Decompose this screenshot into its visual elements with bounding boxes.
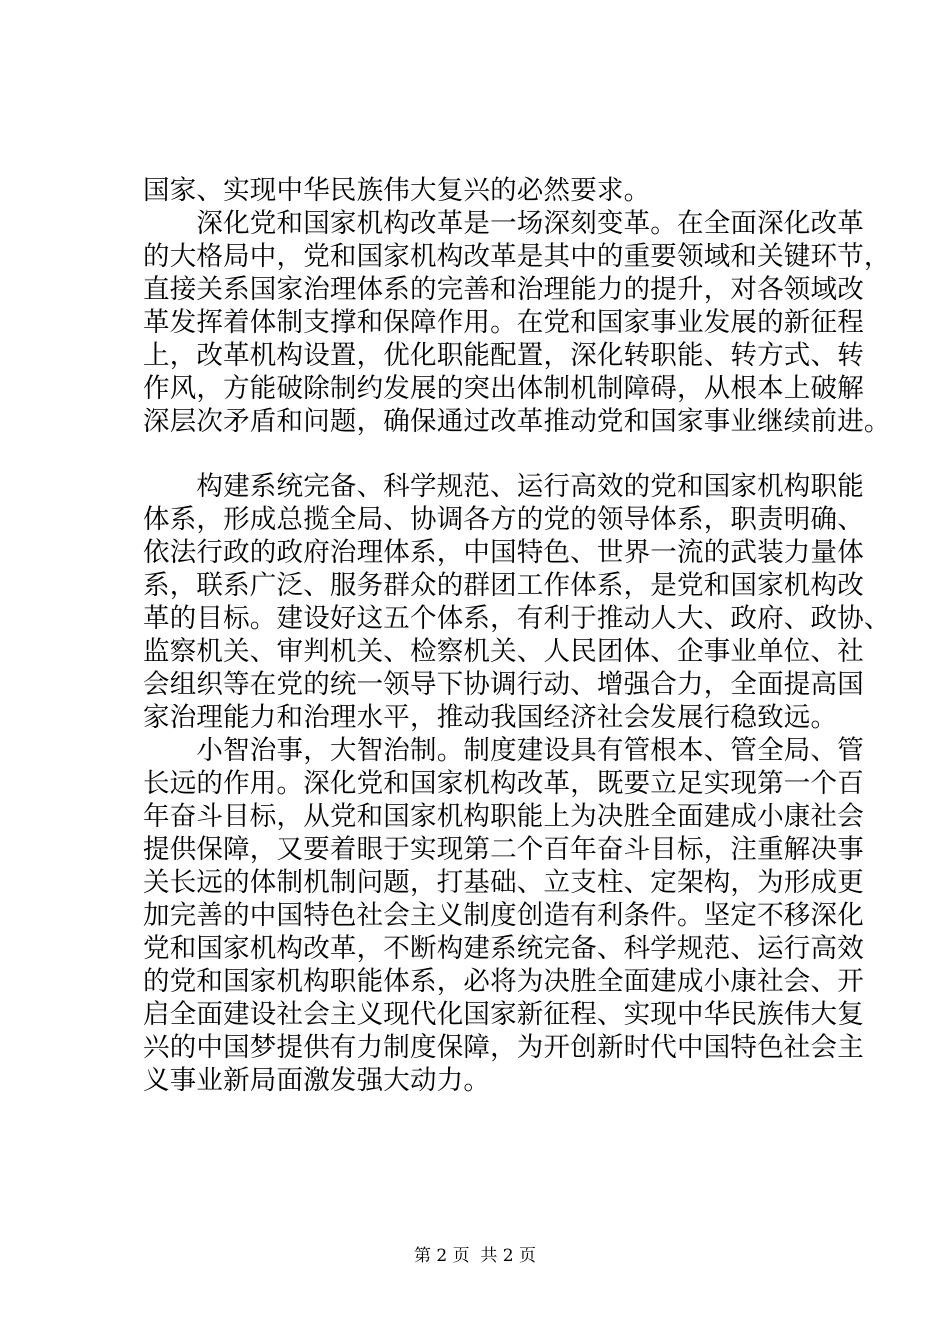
text-line: 系，联系广泛、服务群众的群团工作体系，是党和国家机构改 [143, 570, 864, 601]
text-line: 国家、实现中华民族伟大复兴的必然要求。 [143, 175, 651, 206]
text-line: 家治理能力和治理水平，推动我国经济社会发展行稳致远。 [143, 702, 838, 733]
text-line: 构建系统完备、科学规范、运行高效的党和国家机构职能 [143, 471, 864, 502]
document-body [143, 174, 891, 1097]
paragraph [143, 470, 891, 734]
text-line: 革的目标。建设好这五个体系，有利于推动人大、政府、政协、 [143, 603, 891, 634]
text-line: 提供保障，又要着眼于实现第二个百年奋斗目标，注重解决事 [143, 834, 864, 865]
text-line: 启全面建设社会主义现代化国家新征程、实现中华民族伟大复 [143, 999, 864, 1030]
page-total-label: 共 2 页 [480, 1246, 537, 1266]
text-line: 直接关系国家治理体系的完善和治理能力的提升，对各领域改 [143, 274, 864, 305]
text-line: 关长远的体制机制问题，打基础、立支柱、定架构，为形成更 [143, 867, 864, 898]
text-line: 上，改革机构设置，优化职能配置，深化转职能、转方式、转 [143, 340, 864, 371]
paragraph [143, 734, 864, 1097]
text-line: 的大格局中，党和国家机构改革是其中的重要领域和关键环节， [143, 241, 891, 272]
text-line: 党和国家机构改革，不断构建系统完备、科学规范、运行高效 [143, 933, 864, 964]
footer-spacer [470, 1246, 481, 1266]
paragraph [143, 207, 891, 438]
text-line: 依法行政的政府治理体系，中国特色、世界一流的武装力量体 [143, 537, 864, 568]
text-line: 会组织等在党的统一领导下协调行动、增强合力，全面提高国 [143, 669, 864, 700]
page-number-label: 第 2 页 [413, 1246, 470, 1266]
text-line: 小智治事，大智治制。制度建设具有管根本、管全局、管 [143, 735, 864, 766]
text-line: 革发挥着体制支撑和保障作用。在党和国家事业发展的新征程 [143, 307, 864, 338]
paragraph [143, 174, 813, 207]
text-line: 深化党和国家机构改革是一场深刻变革。在全面深化改革 [143, 208, 864, 239]
text-line: 年奋斗目标，从党和国家机构职能上为决胜全面建成小康社会 [143, 801, 864, 832]
text-line: 兴的中国梦提供有力制度保障，为开创新时代中国特色社会主 [143, 1032, 864, 1063]
page-footer [0, 1244, 950, 1268]
text-line: 的党和国家机构职能体系，必将为决胜全面建成小康社会、开 [143, 966, 864, 997]
text-line: 监察机关、审判机关、检察机关、人民团体、企事业单位、社 [143, 636, 864, 667]
text-line: 长远的作用。深化党和国家机构改革，既要立足实现第一个百 [143, 768, 864, 799]
paragraph-gap [143, 438, 813, 470]
text-line: 体系，形成总揽全局、协调各方的党的领导体系，职责明确、 [143, 504, 864, 535]
text-line: 义事业新局面激发强大动力。 [143, 1065, 491, 1096]
text-line: 加完善的中国特色社会主义制度创造有利条件。坚定不移深化 [143, 900, 864, 931]
text-line: 作风，方能破除制约发展的突出体制机制障碍，从根本上破解 [143, 373, 864, 404]
text-line: 深层次矛盾和问题，确保通过改革推动党和国家事业继续前进。 [143, 406, 891, 437]
